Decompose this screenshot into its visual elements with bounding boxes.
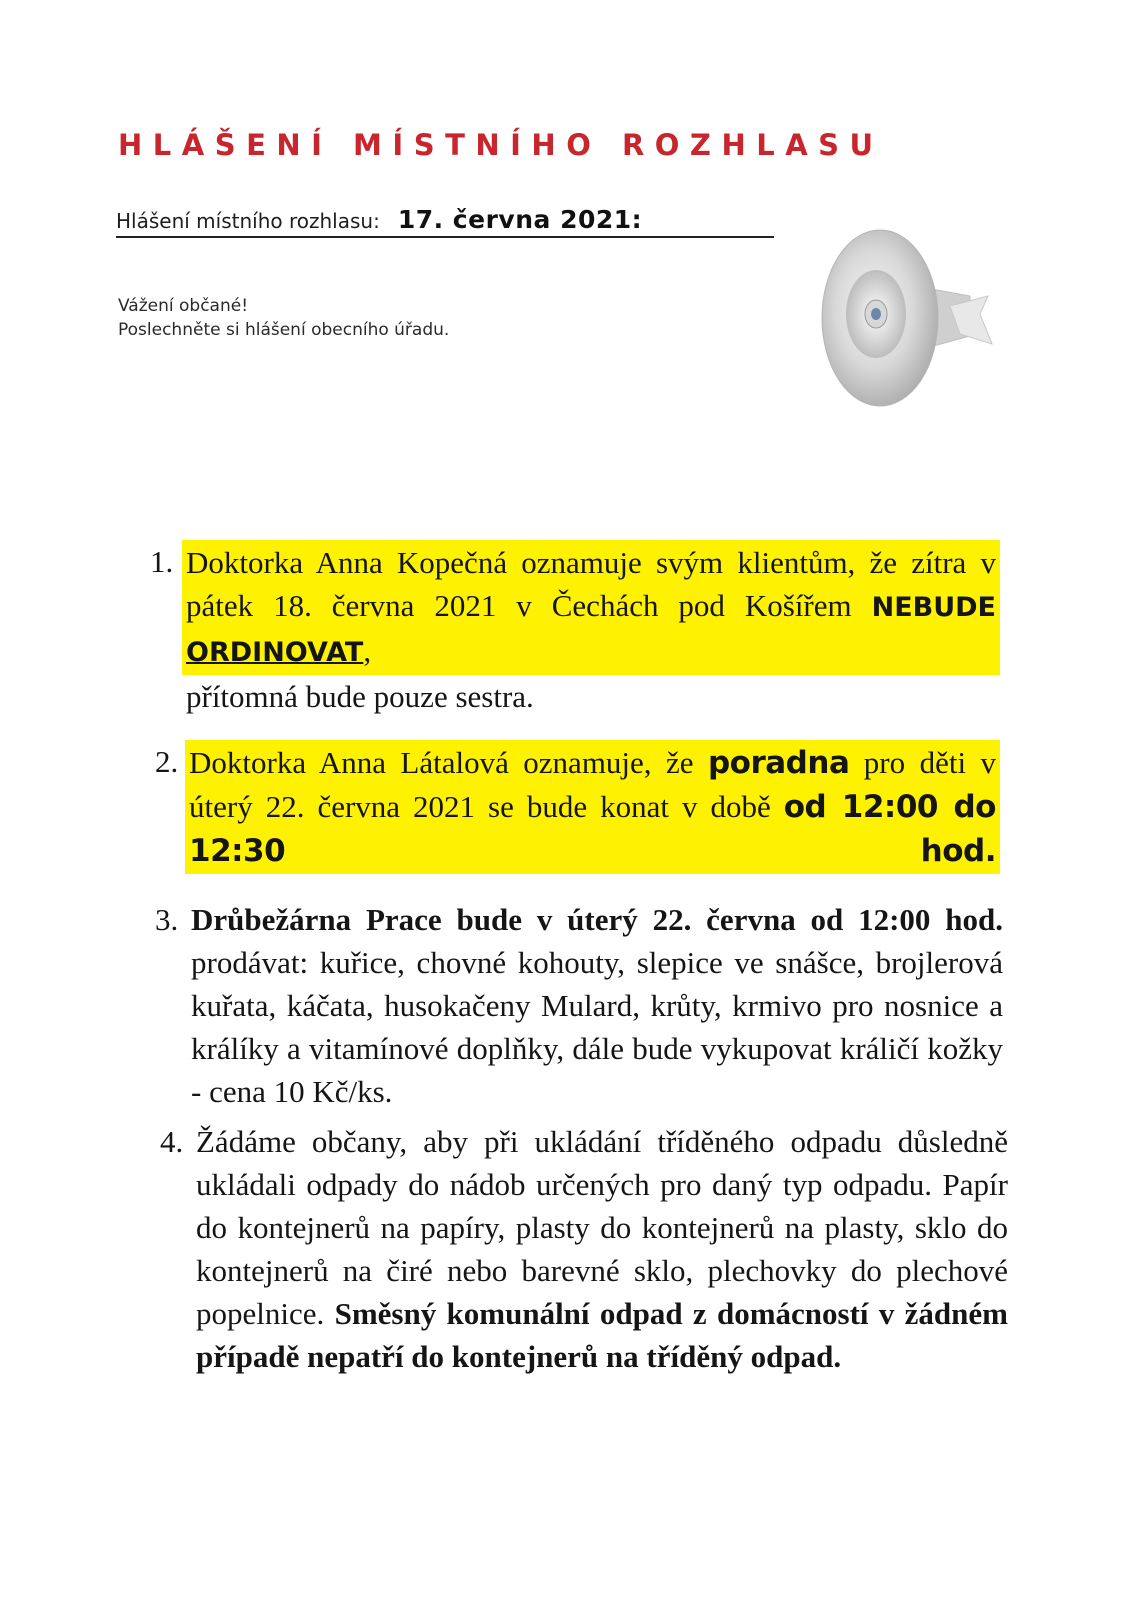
announcement-4-body xyxy=(196,1120,1008,1378)
announcement-1-note: přítomná bude pouze sestra. xyxy=(186,679,534,714)
announcement-2-text-2: pro děti v úterý 22. června 2021 se bude konat v době xyxy=(189,745,997,824)
announcement-1-highlight xyxy=(182,540,1000,675)
announcement-1-underlined: ORDINOVAT xyxy=(186,637,364,668)
date-label: Hlášení místního rozhlasu: xyxy=(116,209,380,233)
announcement-1-bold: NEBUDE xyxy=(871,592,996,623)
announcement-3 xyxy=(155,898,1003,1113)
megaphone-icon xyxy=(820,226,1005,416)
item-number: 1. xyxy=(150,544,174,579)
page-title: HLÁŠENÍ MÍSTNÍHO ROZHLASU xyxy=(118,128,884,162)
announcement-3-body xyxy=(191,898,1003,1113)
announcement-1-text: Doktorka Anna Kopečná oznamuje svým klientům, že zítra v pátek 18. června 2021 v Čechách pod Košířem xyxy=(186,545,996,623)
announcement-4-text: Žádáme občany, aby při ukládání tříděného odpadu důsledně ukládali odpady do nádob určených pro daný typ odpadu. Papír do kontejnerů na papíry, plasty do kontejnerů na plasty, sklo do kontejnerů na čiré nebo barevné sklo, plechovky do plechové popelnice. xyxy=(196,1124,1008,1331)
date-line xyxy=(116,205,774,238)
announcement-1 xyxy=(150,540,1000,718)
announcement-4-bold: Směsný komunální odpad z domácností v žádném případě nepatří do kontejnerů na tříděný odpad. xyxy=(196,1296,1008,1374)
announcement-2-highlight xyxy=(185,740,1000,874)
announcement-1-comma: , xyxy=(363,633,372,668)
announcement-3-text: prodávat: kuřice, chovné kohouty, slepice ve snášce, brojlerová kuřata, káčata, husokačeny Mulard, krůty, krmivo pro nosnice a králíky a vitamínové doplňky, dále bude vykupovat králičí kožky - cena 10 Kč/ks. xyxy=(191,945,1003,1109)
greeting-line-1: Vážení občané! xyxy=(118,296,249,316)
announcement-2-time: od 12:00 do 12:30 hod. xyxy=(189,789,996,869)
item-number: 2. xyxy=(155,744,179,779)
date-value: 17. června 2021: xyxy=(397,205,643,234)
announcement-2 xyxy=(155,740,1000,874)
announcement-3-bold: Drůbežárna Prace bude v úterý 22. června od 12:00 hod. xyxy=(191,902,1003,937)
greeting-line-2: Poslechněte si hlášení obecního úřadu. xyxy=(118,320,450,340)
greeting xyxy=(118,294,449,342)
announcement-2-text: Doktorka Anna Látalová oznamuje, že xyxy=(189,745,694,780)
announcement-4 xyxy=(160,1120,1008,1378)
announcement-2-bold: poradna xyxy=(707,745,850,781)
item-number: 4. xyxy=(160,1124,184,1159)
item-number: 3. xyxy=(155,902,179,937)
